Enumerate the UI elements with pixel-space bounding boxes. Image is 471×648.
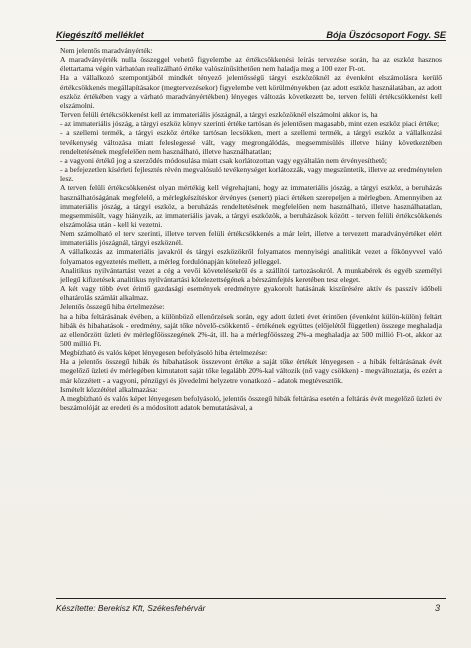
paragraph: ha a hiba feltárásának évében, a különböző ellenőrzések során, egy adott üzleti évet érintően (évenként külön-külön) feltárt hibák és hibahatások - eredmény, saját tőke növelő-csökkentő - értékének együttes (előjelétől független) összege meghaladja az ellenőrzött üzleti év mérlegfőösszegének 2%-át, ill. ha a mérlegfőösszeg 2%-a meghaladja az 500 millió Ft-ot, akkor az 500 millió Ft. bbox=[60, 311, 442, 348]
page-footer bbox=[56, 603, 446, 615]
paragraph: - a befejezetlen kísérleti fejlesztés révén megvalósuló tevékenységet korlátozzák, vagy megszüntetik, illetve az eredménytelen lesz. bbox=[60, 165, 442, 184]
paragraph: Nem számolható el terv szerinti, illetve terven felüli értékcsökkenés a már leírt, illetve a tervezett maradványértéket elért immateriális jószágnál, tárgyi eszköznél. bbox=[60, 229, 442, 248]
paragraph: Terven felüli értékcsökkenést kell az immateriális jószágnál, a tárgyi eszközöknél elszámolni akkor is, ha bbox=[60, 110, 378, 120]
paragraph: A maradványérték nulla összeggel vehető figyelembe az értékcsökkenési leírás tervezése során, ha az eszköz hasznos élettartama végén várhatóan realizálható értéke valószínűsíthetően nem haladja meg a 100 ezer Ft-ot. bbox=[60, 55, 442, 74]
footer-author: Készítette: Berekisz Kft, Székesfehérvár bbox=[56, 603, 206, 613]
paragraph: - az immateriális jószág, a tárgyi eszköz könyv szerinti értéke tartósan és jelentősen magasabb, mint ezen eszköz piaci értéke; bbox=[60, 119, 440, 129]
paragraph: Analitikus nyilvántartást vezet a cég a vevői követelésekről és a szállítói tartozásokról. A munkabérek és egyéb személyi jellegű kifizetések analitikus nyilvántartási kötelezettségének a bérszámfejtés keretében tesz eleget. bbox=[60, 265, 442, 284]
paragraph: Nem jelentős maradványérték: bbox=[60, 46, 153, 55]
header-right-title: Bója Üszócsoport Fogy. SE bbox=[326, 30, 446, 40]
paragraph: A vállalkozás az immateriális javakról és tárgyi eszközökről folyamatos mennyiségi analitikát vezet a főkönyvvel való folyamatos egyeztetés mellett, a mérleg fordulónapján kötelező jelleggel. bbox=[60, 247, 442, 266]
page-number: 3 bbox=[434, 603, 440, 613]
document-body bbox=[60, 46, 442, 598]
paragraph: - a szellemi termék, a tárgyi eszköz értéke tartósan lecsökken, mert a szellemi termék, a tárgyi eszköz a vállalkozási tevékenység változása miatt feleslegessé vált, vagy megrongálódás, megsemmisülés illetve hiány következtében rendeltetésének megfelelően nem használható, illetve használhatatlan; bbox=[60, 128, 442, 156]
paragraph: A terven felüli értékcsökkenést olyan mértékig kell végrehajtani, hogy az immateriális jószág, a tárgyi eszköz, a beruházás használhatóságának megfelelő, a mérlegkészítéskor érvényes (senert) piaci értéken szerepeljen a mérlegben. Amennyiben az immateriális jószág, a tárgyi eszköz, a beruházás rendeltetésének megfelelően nem használható, illetve használhatatlan, megsemmisült, vagy hiányzik, az immateriális javak, a tárgyi eszközök, a beruházások között - terven felüli értékcsökkenés elszámolása után - kell ki vezetni. bbox=[60, 183, 442, 229]
paragraph: - a vagyoni értékű jog a szerződés módosulása miatt csak korlátozottan vagy egyáltalán nem érvényesíthető; bbox=[60, 155, 387, 165]
paragraph: A megbízható és valós képet lényegesen befolyásoló, jelentős összegű hibák feltárása esetén a feltárás évét megelőző üzleti év beszámolóját az eredeti és a módosított adatok bemutatásával, a bbox=[60, 393, 442, 413]
paragraph: Jelentős összegű hiba értelmezése: bbox=[60, 302, 165, 312]
footer-divider bbox=[56, 598, 446, 599]
paragraph: A két vagy több évet érintő gazdasági események eredményre gyakorolt hatásának kiszűrésére aktív és passzív időbeli elhatárolás számlát alkalmaz. bbox=[60, 284, 442, 303]
paragraph: Megbízható és valós képet lényegesen befolyásoló hiba értelmezése: bbox=[60, 348, 268, 358]
header-left-title: Kiegészítő melléklet bbox=[56, 30, 144, 40]
paragraph: Ha a jelentős összegű hibák és hibahatások összevont értéke a saját tőke értékét lényegesen - a hibák feltárásának évét megelőző üzleti év mérlegében kimutatott saját tőke legalább 20%-kal változik (nő vagy csökken) - megváltoztatja, és ezért a már közzétett - a vagyoni, pénzügyi és jövedelmi helyzetre vonatkozó - adatok megtévesztők. bbox=[60, 357, 442, 385]
header-divider bbox=[56, 40, 446, 41]
paragraph: Ha a vállalkozó szempontjából mindkét tényező jelentősségű tárgyi eszközöknél az évenként elszámolásra kerülő értékcsökkenés megállapításakor (megtervezésekor) figyelembe vett körülményekben (az adott eszköz használatában, az adott eszköz értékében vagy a várható maradványértékben) lényeges változás következett be, terven felüli értékcsökkenést kell elszámolni. bbox=[60, 73, 442, 110]
paragraph: Ismételt közzététel alkalmazása: bbox=[60, 384, 158, 394]
page-header bbox=[56, 26, 446, 40]
